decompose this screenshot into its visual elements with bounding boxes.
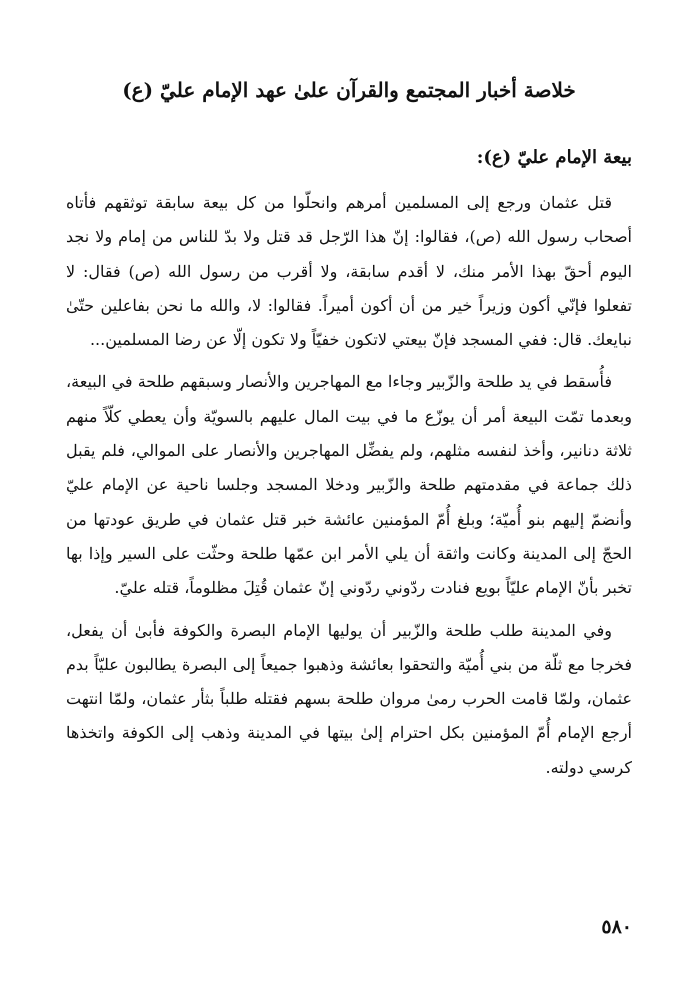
paragraph-3: وفي المدينة طلب طلحة والزّبير أن يوليها الإمام البصرة والكوفة فأبىٰ أن يفعل، فخرجا مع ثلّة من بني أُميّة والتحقوا بعائشة وذهبوا جميعاً إلى البصرة يطالبون عليّاً بدم عثمان، ولمّا قامت الحرب رمىٰ مروان طلحة بسهم فقتله طلباً بثأر عثمان، ولمّا انتهت أرجع الإمام أُمّ المؤمنين بكل احترام إلىٰ بيتها في المدينة وذهب إلى الكوفة واتخذها كرسي دولته. — [66, 620, 632, 777]
page-number: ٥٨٠ — [601, 916, 632, 938]
page-title: خلاصة أخبار المجتمع والقرآن علىٰ عهد الإمام عليّ (ع) — [122, 78, 576, 102]
paragraph-1: قتل عثمان ورجع إلى المسلمين أمرهم وانحلّوا من كل بيعة سابقة توثقهم فأتاه أصحاب رسول الله (ص)، فقالوا: إنّ هذا الرّجل قد قتل ولا بدّ للناس من إمام ولا نجد اليوم أحقّ بهذا الأمر منك، لا أقدم سابقة، ولا أقرب من رسول الله (ص) فقال: لا تفعلوا فإنّي أكون وزيراً خير من أن أكون أميراً. فقالوا: لا، والله ما نحن بفاعلين حتّىٰ نبايعك. قال: ففي المسجد فإنّ بيعتي لاتكون خفيّاً ولا تكون إلّا عن رضا المسلمين... — [66, 193, 632, 350]
body-text — [66, 186, 632, 793]
paragraph-2: فأُسقط في يد طلحة والزّبير وجاءا مع المهاجرين والأنصار وسبقهم طلحة في البيعة، وبعدما تمّت البيعة أمر أن يوزّع ما في بيت المال عليهم بالسويّة وأن يعطي كلّاً منهم ثلاثة دنانير، وأخذ لنفسه مثلهم، ولم يفضِّل المهاجرين والأنصار على الموالي، فلم يقبل ذلك جماعة في مقدمتهم طلحة والزّبير ودخلا المسجد وجلسا ناحية عن الإمام عليّ وأنضمّ إليهم بنو أُميّة؛ وبلغ أُمّ المؤمنين عائشة خبر قتل عثمان في طريق عودتها من الحجّ إلى المدينة وكانت واثقة أن يلي الأمر ابن عمّها طلحة وحثّت على السير وإذا بها تخبر بأنّ الإمام عليّاً بويع فنادت ردّوني ردّوني إنّ عثمان قُتِلَ مظلوماً، قتله عليّ. — [66, 372, 632, 598]
section-heading: بيعة الإمام عليّ (ع): — [476, 147, 632, 168]
